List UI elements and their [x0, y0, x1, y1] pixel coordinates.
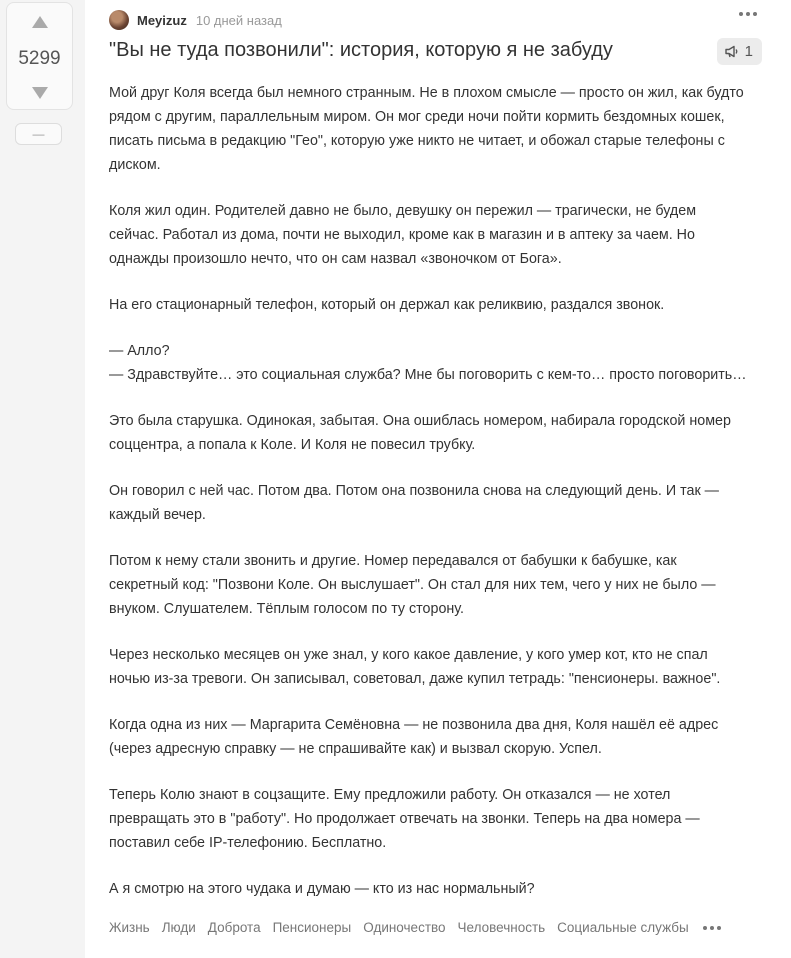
minus-label: — — [32, 127, 45, 141]
post-title[interactable]: "Вы не туда позвонили": история, которую я не забуду — [109, 39, 613, 61]
tag-link[interactable]: Доброта — [207, 920, 261, 935]
post-paragraph: Мой друг Коля всегда был немного странным. Не в плохом смысле — просто он жил, как будто рядом с другим, параллельным миром. Он мог среди ночи пойти кормить бездомных кошек, писать письма в редакцию "Гео", которую уже никто не читает, и обожал старые телефоны с диском. — [109, 85, 744, 173]
badge-count: 1 — [744, 43, 753, 60]
tags-more-icon[interactable] — [703, 926, 721, 930]
post-card — [85, 0, 791, 958]
tag-link[interactable]: Люди — [161, 920, 196, 935]
vote-box — [6, 2, 73, 110]
tag-link[interactable]: Одиночество — [363, 920, 446, 935]
post-header — [109, 9, 282, 31]
tag-list — [109, 920, 721, 935]
tag-link[interactable]: Пенсионеры — [272, 920, 352, 935]
more-dots-icon[interactable] — [739, 12, 757, 16]
post-paragraph: Через несколько месяцев он уже знал, у кого какое давление, у кого умер кот, кто не спал ночью из-за тревоги. Он записывал, советовал, даже купил тетрадь: "пенсионеры. важное". — [109, 647, 721, 687]
tag-link[interactable]: Социальные службы — [557, 920, 689, 935]
vote-panel — [6, 2, 73, 145]
author-name[interactable]: Meyizuz — [137, 12, 187, 28]
megaphone-icon — [725, 45, 739, 58]
post-paragraph: Он говорил с ней час. Потом два. Потом она позвонила снова на следующий день. И так — каждый вечер. — [109, 483, 719, 523]
tag-link[interactable]: Человечность — [457, 920, 546, 935]
post-paragraph: А я смотрю на этого чудака и думаю — кто из нас нормальный? — [109, 881, 535, 897]
post-time: 10 дней назад — [195, 12, 282, 28]
post-paragraph: На его стационарный телефон, который он держал как реликвию, раздался звонок. — [109, 297, 665, 313]
post-paragraph: — Алло? — Здравствуйте… это социальная служба? Мне бы поговорить с кем-то… просто поговорить… — [109, 343, 747, 383]
post-paragraph: Коля жил один. Родителей давно не было, девушку он пережил — трагически, не будем сейчас. Работал из дома, почти не выходил, кроме как в магазин и в аптеку за чаем. Но однажды произошло нечто, что он сам назвал «звоночком от Бога». — [109, 203, 697, 267]
post-paragraph: Это была старушка. Одинокая, забытая. Она ошиблась номером, набирала городской номер соццентра, а попала к Коле. И Коля не повесил трубку. — [109, 413, 731, 453]
comments-badge[interactable] — [717, 38, 762, 65]
vote-score: 5299 — [18, 48, 61, 69]
post-paragraph: Потом к нему стали звонить и другие. Номер передавался от бабушки к бабушке, как секретный код: "Позвони Коле. Он выслушает". Он стал для них тем, чего у них не было — внуком. Слушателем. Тёплым голосом по ту сторону. — [109, 553, 716, 617]
minus-button[interactable] — [15, 123, 62, 145]
arrow-up-icon[interactable] — [32, 16, 48, 28]
post-body — [109, 81, 749, 923]
user-avatar[interactable] — [109, 10, 129, 30]
post-paragraph: Теперь Колю знают в соцзащите. Ему предложили работу. Он отказался — не хотел превращать это в "работу". Но продолжает отвечать на звонки. Теперь на два номера — поставил себе IP-телефонию. Бесплатно. — [109, 787, 700, 851]
tag-link[interactable]: Жизнь — [109, 920, 150, 935]
post-paragraph: Когда одна из них — Маргарита Семёновна — не позвонила два дня, Коля нашёл её адрес (через адресную справку — не спрашивайте как) и вызвал скорую. Успел. — [109, 717, 719, 757]
arrow-down-icon[interactable] — [32, 87, 48, 99]
